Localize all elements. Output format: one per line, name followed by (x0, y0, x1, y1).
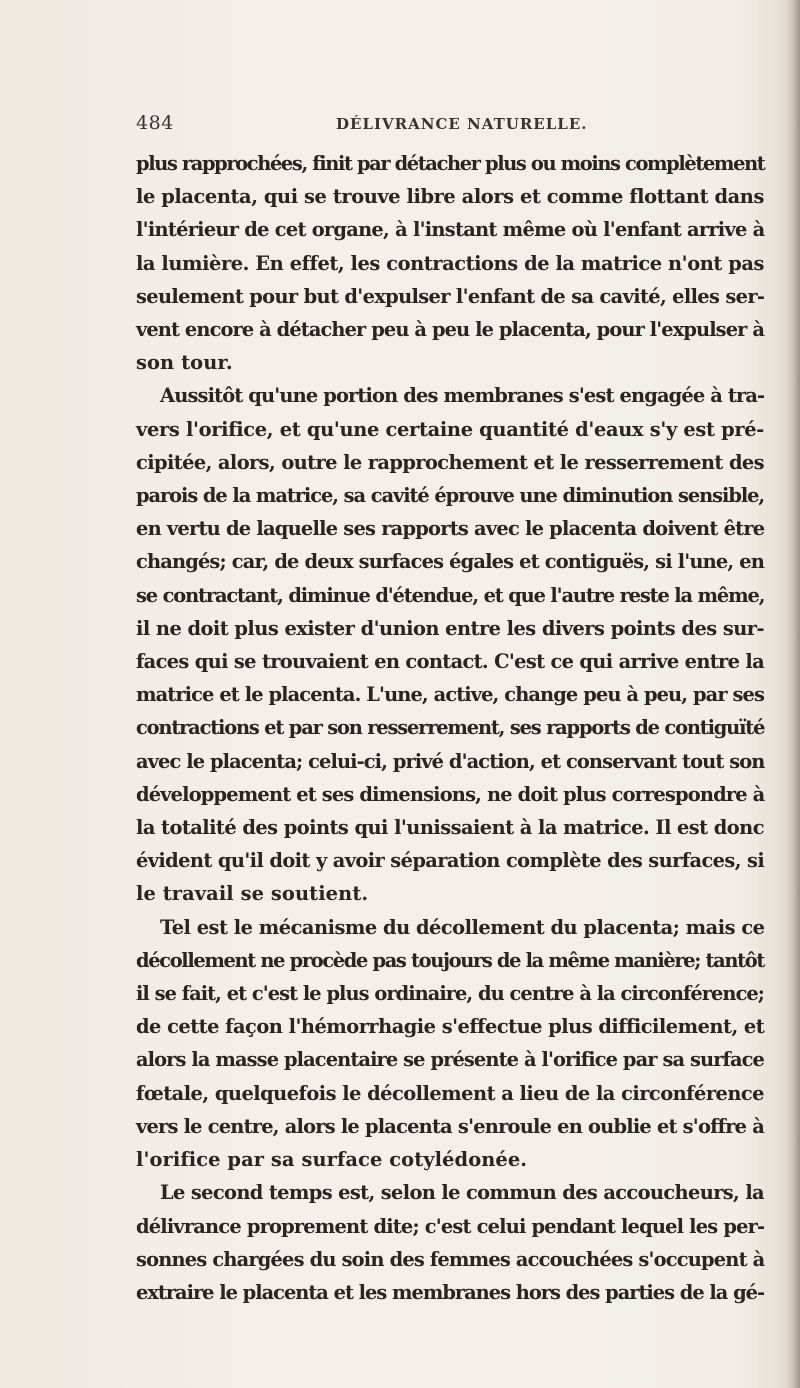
text-line: changés; car, de deux surfaces égales et contiguës, si l'une, en (136, 550, 764, 574)
paragraph (136, 911, 764, 1177)
page-number: 484 (136, 112, 174, 134)
text-line: il ne doit plus exister d'union entre les divers points des sur- (136, 616, 764, 640)
text-line: de cette façon l'hémorrhagie s'effectue plus difficilement, et (136, 1015, 765, 1039)
page-edge-shadow (786, 0, 800, 1388)
text-line: contractions et par son resserrement, ses rapports de contiguïté (136, 716, 765, 740)
text-line: avec le placenta; celui-ci, privé d'action, et conservant tout son (136, 749, 765, 773)
paragraph (136, 1176, 764, 1309)
text-line: la totalité des points qui l'unissaient à la matrice. Il est donc (136, 816, 764, 840)
text-line: il se fait, et c'est le plus ordinaire, du centre à la circonférence; (136, 982, 764, 1006)
text-line: la lumière. En effet, les contractions de la matrice n'ont pas (136, 251, 764, 275)
text-line: alors la masse placentaire se présente à l'orifice par sa surface (136, 1048, 764, 1072)
text-line: délivrance proprement dite; c'est celui pendant lequel les per- (136, 1214, 765, 1238)
text-line: l'orifice par sa surface cotylédonée. (136, 1148, 528, 1172)
text-line: parois de la matrice, sa cavité éprouve une diminution sensible, (136, 484, 765, 508)
text-line: son tour. (136, 351, 233, 375)
paragraph (136, 379, 764, 910)
text-line: plus rapprochées, finit par détacher plus ou moins complètement (136, 152, 765, 175)
text-line: le travail se soutient. (136, 882, 369, 906)
text-line: vers le centre, alors le placenta s'enroule en oublie et s'offre à (136, 1114, 764, 1138)
text-line: en vertu de laquelle ses rapports avec le placenta doivent être (136, 517, 765, 541)
text-line: vers l'orifice, et qu'une certaine quantité d'eaux s'y est pré- (136, 417, 764, 441)
body-text (136, 147, 764, 1309)
text-line: seulement pour but d'expulser l'enfant de sa cavité, elles ser- (136, 284, 765, 308)
page-title: DÉLIVRANCE NATURELLE. (336, 115, 588, 133)
text-line: sonnes chargées du soin des femmes accouchées s'occupent à (136, 1247, 765, 1271)
text-line: cipitée, alors, outre le rapprochement et le resserrement des (136, 450, 764, 474)
text-line: le placenta, qui se trouve libre alors et comme flottant dans (136, 185, 764, 209)
text-line: vent encore à détacher peu à peu le placenta, pour l'expulser à (136, 318, 764, 342)
text-line: matrice et le placenta. L'une, active, change peu à peu, par ses (136, 683, 764, 707)
text-line: évident qu'il doit y avoir séparation complète des surfaces, si (136, 849, 765, 873)
text-line: fœtale, quelquefois le décollement a lieu de la circonférence (136, 1081, 764, 1105)
text-line: Tel est le mécanisme du décollement du placenta; mais ce (160, 915, 765, 939)
text-line: l'intérieur de cet organe, à l'instant même où l'enfant arrive à (136, 218, 765, 242)
paragraph (136, 147, 764, 379)
text-line: Aussitôt qu'une portion des membranes s'est engagée à tra- (160, 384, 765, 408)
text-line: extraire le placenta et les membranes hors des parties de la gé- (136, 1280, 764, 1304)
text-line: décollement ne procède pas toujours de la même manière; tantôt (136, 948, 764, 972)
text-line: Le second temps est, selon le commun des accoucheurs, la (160, 1181, 764, 1205)
running-head (136, 112, 766, 142)
text-line: se contractant, diminue d'étendue, et que l'autre reste la même, (136, 583, 765, 607)
text-line: développement et ses dimensions, ne doit plus correspondre à (136, 782, 765, 806)
text-line: faces qui se trouvaient en contact. C'est ce qui arrive entre la (136, 650, 764, 674)
